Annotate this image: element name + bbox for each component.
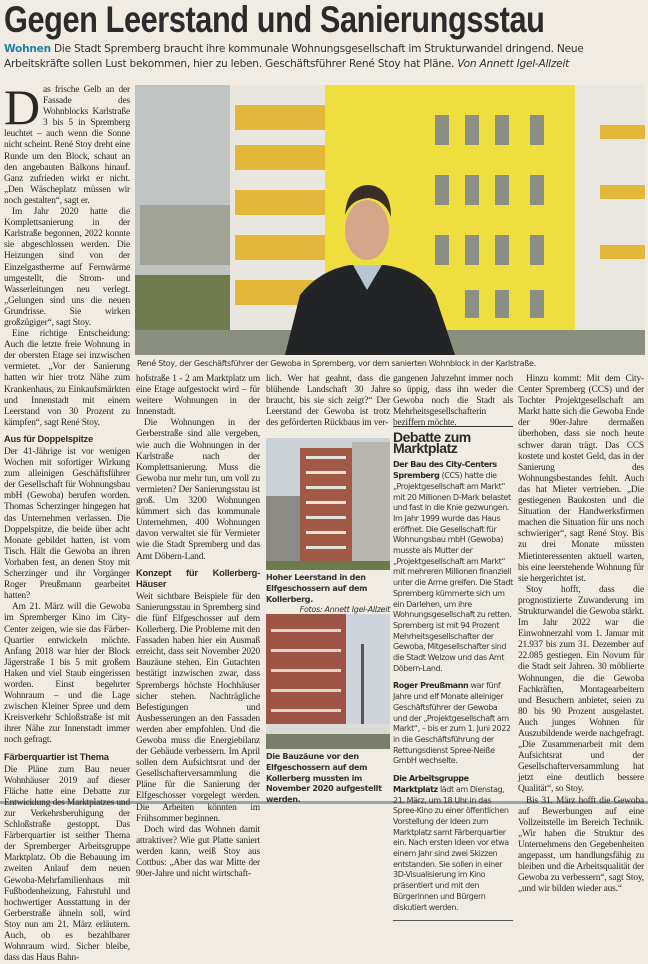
kollerberg-photo-2 bbox=[266, 614, 390, 749]
drop-cap: D bbox=[4, 79, 40, 135]
article-intro bbox=[4, 42, 644, 72]
info-box-text: lädt am Dienstag, 21. März, um 18 Uhr in das Spree-Kino zu einer öffentlichen Vorstellung der Ideen zum Marktplatz samt Färberquartier ein. Nach ersten Ideen vor etwa einem Jahr sind zwei Skizzen entstanden. Sie sollen in einer 3D-Visualisierung im Kino präsentiert und mit den Bürgerinnen und Bürgern diskutiert werden. bbox=[393, 784, 509, 912]
info-box-debatte-marktplatz bbox=[393, 426, 513, 921]
info-box-text: war fünf Jahre und elf Monate alleiniger Geschäftsführer der Gewoba und der „Projektgesellschaft am Markt“, – bis er zum 1. Juni 2022 in die Geschäftsführung der Rettungsdienst Spree-Neiße GmbH wechselte. bbox=[393, 681, 511, 766]
subheading: Färberquartier ist Thema bbox=[4, 751, 109, 762]
article-column-4 bbox=[393, 374, 513, 429]
info-box-item bbox=[393, 681, 513, 767]
kollerberg-photo-1-caption bbox=[266, 573, 390, 616]
info-box-lead: Roger Preußmann bbox=[393, 681, 469, 691]
photo-rene-stoy-karlstrasse bbox=[135, 85, 645, 355]
info-box-item bbox=[393, 774, 513, 913]
intro-text: Die Stadt Spremberg braucht ihre kommunale Wohnungsgesellschaft im Strukturwandel dringend. Neue Arbeitskräfte sollen Lust bekommen, hier zu leben. Geschäftsführer René Stoy hat Pläne. bbox=[4, 43, 584, 70]
paragraph: lich. Wer hat geahnt, dass die blühende Landschaft 30 Jahre braucht, bis sie sich zeigt?“ Der Leerstand der Gewoba ist trotz des geförderten Rückbaus im ver- bbox=[266, 374, 390, 429]
main-photo-caption: René Stoy, der Geschäftsführer der Gewoba in Spremberg, vor dem sanierten Wohnblock in der Karlstraße. bbox=[137, 359, 536, 368]
info-box-title: Debatte zum Marktplatz bbox=[393, 426, 513, 453]
info-box-item bbox=[393, 460, 513, 674]
caption-text: Hoher Leerstand in den Elfgeschossern auf dem Kollerberg. bbox=[266, 573, 368, 604]
paragraph: Die Wohnungen in der Gerberstraße sind alle vergeben, wie auch die Wohnungen in der Karlstraße nach der Komplettsanierung. Muss die Gewoba nur mehr tun, um voll zu vermieten? Der Sanierungsstau ist groß. Um 3200 Wohnungen kümmert sich das kommunale Unternehmen, 400 Wohnungen davon verwaltet sie für Vermieter wie die Stadt Spremberg und das Amt Döbern-Land. bbox=[136, 418, 260, 562]
paragraph: Doch wird das Wohnen damit attraktiver? Wie gut Platte saniert werden kann, weiß Stoy aus Cottbus: „Aber das war Mitte der 90er-Jahre und nicht wirtschaft- bbox=[136, 824, 260, 880]
paragraph: Hinzu kommt: Mit dem City-Center Spremberg (CCS) und der Tochter Projektgesellschaft am Markt hatte sich die Gewoba Ende der 90er-Jahre dermaßen überhoben, dass sie noch heute schwer daran trägt. Das CCS kostete und kostet Geld, das in der Sanierung des Wohnungsbestandes fehlt. Auch das hat Mieter vertrieben. „Die gestiegenen Baukosten und die Situation der Handwerksfirmen machen die Situation für uns noch schwieriger“, sagt René Stoy. Bis zu drei Monate müssten Mietinteressenten aktuell warten, bis eine leerstehende Wohnung für sie hergerichtet ist. bbox=[518, 374, 644, 584]
paragraph-text: as frische Gelb an der Fassade des Wohnblocks Karlstraße 3 bis 5 in Spremberg leuchtet – auch wenn die Sonne nicht scheint. René Stoy dreht eine Runde um den Block, schaut an den angebauten Balkons hinauf. Ganz zufrieden wirkt er nicht. „Den Wäscheplatz müssen wir noch gestalten“, sagt er. bbox=[4, 85, 130, 206]
paragraph: Am 21. März will die Gewoba im Spremberger Kino im City-Center zeigen, wie sie das Färber-Quartier entwickeln möchte. Anfang 2018 war hier der Block Jägerstraße 1 bis 5 mit großem Haken und viel Staub eingerissen worden. Einst begehrter Wohnraum – und die Lage zwischen Kleiner Spree und dem Kreisverkehr Schloßstraße ist mit ihrer Nähe zur Innenstadt immer noch gefragt. bbox=[4, 602, 130, 746]
subheading: Konzept für Kollerberg-Häuser bbox=[136, 567, 260, 589]
paragraph: Bis 31. März hofft die Gewoba auf Bewerbungen auf eine Vollzeitstelle im Bereich Technik. „Wir haben die Struktur des Unternehmens den Gegebenheiten angepasst, um handlungsfähig zu bleiben und die Arbeitsqualität der Gewoba zu verbessern“, sagt Stoy, „und wir bilden wieder aus.“ bbox=[518, 795, 644, 895]
kollerberg-photo-2-caption: Die Bauzäune vor den Elfgeschossern auf dem Kollerberg mussten im November 2020 aufgestellt werden. bbox=[266, 752, 382, 805]
photo-bauzaeune bbox=[266, 614, 390, 749]
paragraph bbox=[4, 79, 130, 207]
paragraph: Der 41-Jährige ist vor wenigen Wochen mit sofortiger Wirkung zum alleinigen Geschäftsführer der Gesellschaft für Wohnungsbau mbH (Gewoba) berufen worden. Thomas Scherzinger hingegen hat das Unternehmen verlassen. Die Doppelspitze, die beide über acht Monate gebildet hatten, ist vom Tisch. Hält die Gewoba an ihren Vorhaben fest, an denen Stoy mit Scherzinger und ihr Vorgänger Roger Preußmann gearbeitet hatten? bbox=[4, 447, 130, 602]
article-column-2 bbox=[136, 374, 260, 880]
byline: Von Annett Igel-Allzeit bbox=[457, 58, 570, 70]
info-box-lead: Der Bau des City-Centers Spremberg bbox=[393, 460, 497, 481]
info-box-lead: Die Arbeitsgruppe Marktplatz bbox=[393, 774, 469, 794]
article-column-1 bbox=[4, 79, 130, 964]
paragraph: Weit sichtbare Beispiele für den Sanierungsstau in Spremberg sind die fünf Elfgeschosser auf dem Kollerberg. Die Probleme mit den Fassaden haben hier ein Ausmaß erreicht, dass seit November 2020 Bauzäune stehen. Ein Gutachten bestätigt inzwischen zwar, dass Sprembergs höchste Hochhäuser sicher stehen. Nachträgliche Befestigungen und Ausbesserungen an den Fassaden werden aber empfohlen. Und die Gewoba muss die Energiebilanz der Gebäude verbessern. Im April sollen dem Aufsichtsrat und der Gesellschafterversammlung die Pläne für die Sanierung der Elfgeschosser vorgelegt werden. Die Arbeiten könnten im Frühsommer beginnen. bbox=[136, 591, 260, 824]
article-column-3 bbox=[266, 374, 390, 429]
paragraph: Im Jahr 2020 hatte die Komplettsanierung in der Karlstraße begonnen, 2022 konnte sie abgeschlossen werden. Die Heizungen sind von der Einzelgastherme auf Fernwärme umgestellt, die Strom- und Wasserleitungen neu verlegt. „Gelungen sind uns die neuen Grundrisse. Sie wirken großzügiger“, sagt Stoy. bbox=[4, 207, 130, 328]
article-column-5 bbox=[518, 374, 644, 895]
paragraph: Stoy hofft, dass die prognostizierte Zuwanderung im Strukturwandel die Gewoba stärkt. Im Jahr 2022 war die Einwohnerzahl vom 1. Januar mit 21.937 bis zum 31. Dezember auf 22.085 gestiegen. Ein Novum für die Stadt seit Jahren. 30 möblierte Wohnungen, die die Gewoba Fachkräften, Montagearbeitern und Besuchern anbietet, seien zu 80 bis 90 Prozent ausgelastet. Auch junges Wohnen für Auszubildende werde nachgefragt. „Die Zusammenarbeit mit dem Aufsichtsrat und der Gesellschafterversammlung hat jetzt eine deutlich bessere Qualität“, so Stoy. bbox=[518, 584, 644, 795]
main-photo bbox=[135, 85, 645, 355]
kollerberg-photo-1 bbox=[266, 438, 390, 570]
subheading: Aus für Doppelspitze bbox=[4, 433, 93, 444]
paragraph: hofstraße 1 - 2 am Marktplatz um eine Etage aufgestockt wird – für weitere Wohnungen in der Innenstadt. bbox=[136, 374, 260, 418]
article-headline: Gegen Leerstand und Sanierungsstau bbox=[4, 0, 545, 40]
paragraph: Die Pläne zum Bau neuer Wohnhäuser 2019 auf dieser Fläche hatte eine Debatte zur Entwicklung des Marktplatzes und zur Verkehrsberuhigung der Schloßstraße gestoppt. Das Färberquartier ist seither Thema der Spremberger Arbeitsgruppe Marktplatz. Ob die Bebauung im zweiten Anlauf dem neuen Gewoba-Mehrfamilienhaus mit Fußbodenheizung, Fahrstuhl und hochwertiger Ausstattung in der Gerberstraße ähneln soll, wird Stoy nun am 21. März erläutern. Auch, ob es bezahlbarer Wohnraum wird. Sicher bleibe, dass das Haus Bahn- bbox=[4, 764, 130, 964]
paragraph: Eine richtige Entscheidung: Auch die letzte freie Wohnung in der obersten Etage sei inzwischen vermietet. „Vor der Sanierung hatten wir hier trotz Nähe zum Krankenhaus, zu Einkaufsmärkten und Innenstadt mit einem Leerstand von 30 Prozent zu kämpfen“, sagt René Stoy. bbox=[4, 329, 130, 428]
photo-credit: Fotos: Annett Igel-Allzeit bbox=[299, 605, 390, 615]
info-box-text: (CCS) hatte die „Projektgesellschaft am Markt“ mit 20 Millionen D-Mark belastet und fast in die Knie gezwungen. Im Jahr 1999 wurde das Haus eröffnet. Die Gesellschaft für Wohnungsbau mbH (Gewoba) musste als Mutter der „Projektgesellschaft am Markt“ mit mehreren Millionen finanziell unter die Arme greifen. Die Stadt Spremberg kümmerte sich um ein Darlehen, um ihre Wohnungsgesellschaft zu retten. Spremberg ist mit 94 Prozent Mehrheitsgesellschafter der Gewoba, Mitgesellschafter sind die Stadt Welzow und das Amt Döbern-Land. bbox=[393, 471, 513, 673]
paragraph: gangenen Jahrzehnt immer noch so üppig, dass ihn weder die Gewoba noch die Stadt als Mehrheitsgesellschafterin beziffern möchte. bbox=[393, 374, 513, 429]
intro-kicker: Wohnen bbox=[4, 43, 51, 55]
photo-elfgeschosser bbox=[266, 438, 390, 570]
